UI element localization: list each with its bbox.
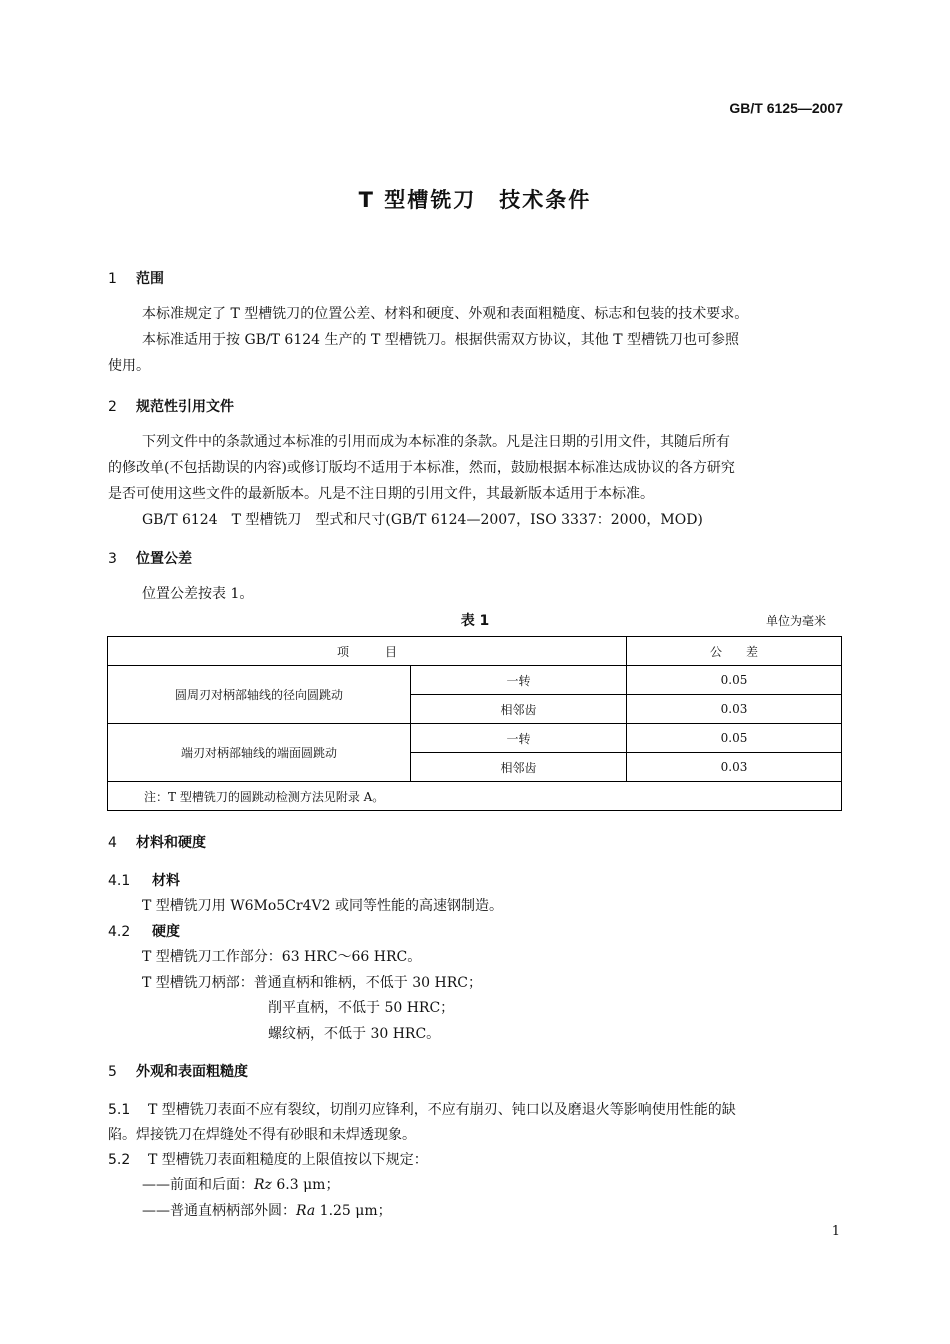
paragraph-continuation: 使用。 xyxy=(108,358,150,374)
paragraph: T 型槽铣刀柄部：普通直柄和锥柄，不低于 30 HRC； xyxy=(142,975,482,991)
section-title: 范围 xyxy=(136,271,164,287)
tolerance-value: 0.03 xyxy=(627,753,842,782)
paragraph: 本标准适用于按 GB/T 6124 生产的 T 型槽铣刀。根据供需双方协议，其他 T 型槽铣刀也可参照 xyxy=(142,332,739,348)
paragraph: 本标准规定了 T 型槽铣刀的位置公差、材料和硬度、外观和表面粗糙度、标志和包装的技术要求。 xyxy=(142,306,749,322)
standard-number: GB/T 6125—2007 xyxy=(729,100,843,116)
table-header-row xyxy=(108,637,842,666)
table-note: 注：T 型槽铣刀的圆跳动检测方法见附录 A。 xyxy=(108,782,842,811)
section-title: 材料和硬度 xyxy=(136,835,206,851)
sub-item: 相邻齿 xyxy=(411,695,627,724)
subsection-4-2-heading xyxy=(108,921,180,941)
section-1-heading xyxy=(108,268,164,288)
table-row xyxy=(108,666,842,695)
tolerance-value: 0.05 xyxy=(627,724,842,753)
tolerance-table xyxy=(107,636,842,811)
roughness-value: 6.3 μm； xyxy=(271,1177,340,1193)
paragraph: T 型槽铣刀工作部分：63 HRC～66 HRC。 xyxy=(142,949,422,965)
subsection-title: 硬度 xyxy=(152,924,180,940)
section-2-heading xyxy=(108,396,234,416)
header-tolerance: 公 差 xyxy=(627,637,842,666)
sub-item: 一转 xyxy=(411,724,627,753)
sub-item: 一转 xyxy=(411,666,627,695)
roughness-symbol: Rz xyxy=(254,1177,272,1193)
list-item-text: ——前面和后面： xyxy=(142,1177,254,1193)
table-caption: 表 1 xyxy=(460,613,490,629)
document-title: T 型槽铣刀 技术条件 xyxy=(358,188,592,212)
paragraph-continuation: 是否可使用这些文件的最新版本。凡是不注日期的引用文件，其最新版本适用于本标准。 xyxy=(108,486,654,502)
subsection-number: 4.2 xyxy=(108,924,131,940)
paragraph: T 型槽铣刀用 W6Mo5Cr4V2 或同等性能的高速钢制造。 xyxy=(142,898,503,914)
subsection-title: 材料 xyxy=(152,873,180,889)
paragraph-continuation: 的修改单(不包括勘误的内容)或修订版均不适用于本标准，然而，鼓励根据本标准达成协议的各方研究 xyxy=(108,460,735,476)
header-item: 项 目 xyxy=(108,637,627,666)
paragraph: 位置公差按表 1。 xyxy=(142,586,254,602)
list-item xyxy=(142,1174,339,1194)
paragraph: 下列文件中的条款通过本标准的引用而成为本标准的条款。凡是注日期的引用文件，其随后所有 xyxy=(142,434,730,450)
section-title: 外观和表面粗糙度 xyxy=(136,1064,248,1080)
sub-item: 相邻齿 xyxy=(411,753,627,782)
subsection-number: 5.2 xyxy=(108,1152,131,1168)
paragraph xyxy=(108,1099,736,1119)
list-item xyxy=(142,1200,392,1220)
paragraph-continuation: 陷。焊接铣刀在焊缝处不得有砂眼和未焊透现象。 xyxy=(108,1127,416,1143)
subsection-number: 4.1 xyxy=(108,873,131,889)
list-item-text: ——普通直柄柄部外圆： xyxy=(142,1203,296,1219)
subsection-4-1-heading xyxy=(108,870,180,890)
roughness-value: 1.25 μm； xyxy=(315,1203,392,1219)
section-number: 4 xyxy=(108,835,117,851)
section-5-heading xyxy=(108,1061,248,1081)
normative-reference: GB/T 6124 T 型槽铣刀 型式和尺寸(GB/T 6124—2007，ISO 3337：2000，MOD) xyxy=(142,512,703,528)
table-note-row xyxy=(108,782,842,811)
section-4-heading xyxy=(108,832,206,852)
section-number: 2 xyxy=(108,399,117,415)
section-number: 3 xyxy=(108,551,117,567)
subsection-number: 5.1 xyxy=(108,1102,131,1118)
section-title: 位置公差 xyxy=(136,551,192,567)
page-number: 1 xyxy=(831,1224,840,1239)
section-number: 5 xyxy=(108,1064,117,1080)
tolerance-value: 0.05 xyxy=(627,666,842,695)
subsection-text: T 型槽铣刀表面不应有裂纹，切削刃应锋利，不应有崩刃、钝口以及磨退火等影响使用性能的缺 xyxy=(148,1102,736,1118)
paragraph xyxy=(108,1149,428,1169)
table-row xyxy=(108,724,842,753)
roughness-symbol: Ra xyxy=(296,1203,316,1219)
section-title: 规范性引用文件 xyxy=(136,399,234,415)
paragraph-continuation: 削平直柄，不低于 50 HRC； xyxy=(268,1000,455,1016)
paragraph-continuation: 螺纹柄，不低于 30 HRC。 xyxy=(268,1026,441,1042)
section-number: 1 xyxy=(108,271,117,287)
tolerance-value: 0.03 xyxy=(627,695,842,724)
subsection-text: T 型槽铣刀表面粗糙度的上限值按以下规定： xyxy=(148,1152,428,1168)
group-label: 端刃对柄部轴线的端面圆跳动 xyxy=(108,724,411,782)
group-label: 圆周刃对柄部轴线的径向圆跳动 xyxy=(108,666,411,724)
section-3-heading xyxy=(108,548,192,568)
table-unit: 单位为毫米 xyxy=(765,614,826,628)
